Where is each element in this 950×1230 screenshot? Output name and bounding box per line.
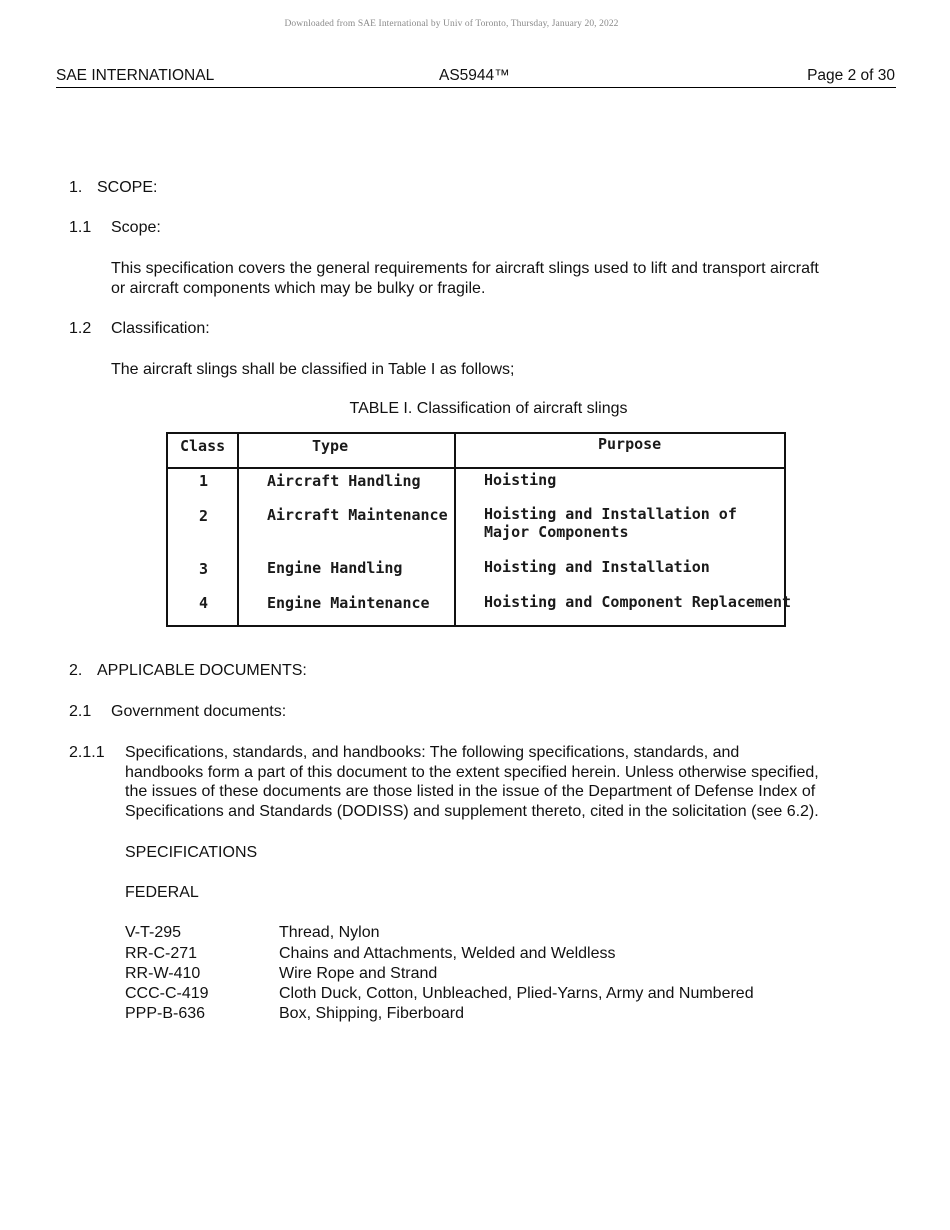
table-cell-type: Engine Maintenance <box>267 594 430 612</box>
table-column-divider <box>237 434 239 625</box>
spec-description: Box, Shipping, Fiberboard <box>279 1005 464 1022</box>
section-2-1-number: 2.1 <box>69 703 92 720</box>
specifications-heading: SPECIFICATIONS <box>125 844 258 861</box>
header-page-number: Page 2 of 30 <box>807 67 895 84</box>
scope-paragraph-line-1: This specification covers the general requirements for aircraft slings used to lift and transport aircraft <box>111 260 819 277</box>
section-2-1-1-line-3: the issues of these documents are those listed in the issue of the Department of Defense Index of <box>125 783 816 800</box>
spec-code: CCC-C-419 <box>125 985 209 1002</box>
table-header-type: Type <box>312 437 349 455</box>
section-1-1-number: 1.1 <box>69 219 92 236</box>
section-2-1-title: Government documents: <box>111 703 287 720</box>
section-2-1-1-line-4: Specifications and Standards (DODISS) and supplement thereto, cited in the solicitation (see 6.2). <box>125 803 819 820</box>
section-2-1-1-line-2: handbooks form a part of this document to the extent specified herein. Unless otherwise specified, <box>125 764 819 781</box>
table-cell-type: Aircraft Handling <box>267 472 421 490</box>
table-cell-purpose-continued: Major Components <box>484 523 629 541</box>
section-1-2-number: 1.2 <box>69 320 92 337</box>
table-cell-purpose: Hoisting and Installation of <box>484 505 737 523</box>
table-cell-class: 1 <box>199 472 209 490</box>
section-1-number: 1. <box>69 179 83 196</box>
federal-heading: FEDERAL <box>125 884 199 901</box>
table-header-rule <box>168 467 784 469</box>
table-header-purpose: Purpose <box>598 435 662 453</box>
header-rule <box>56 87 896 88</box>
table-header-class: Class <box>180 437 226 455</box>
section-1-2-title: Classification: <box>111 320 210 337</box>
spec-code: V-T-295 <box>125 924 182 941</box>
spec-code: RR-W-410 <box>125 965 201 982</box>
spec-code: PPP-B-636 <box>125 1005 206 1022</box>
table-cell-class: 2 <box>199 507 209 525</box>
spec-code: RR-C-271 <box>125 945 198 962</box>
section-2-number: 2. <box>69 662 83 679</box>
header-organization: SAE INTERNATIONAL <box>56 67 215 84</box>
section-1-1-title: Scope: <box>111 219 161 236</box>
table-column-divider <box>454 434 456 625</box>
section-2-1-1-number: 2.1.1 <box>69 744 105 761</box>
table-cell-type: Aircraft Maintenance <box>267 506 448 524</box>
download-watermark: Downloaded from SAE International by Univ of Toronto, Thursday, January 20, 2022 <box>284 19 619 29</box>
table-cell-purpose: Hoisting and Installation <box>484 558 710 576</box>
classification-paragraph: The aircraft slings shall be classified in Table I as follows; <box>111 361 515 378</box>
spec-description: Wire Rope and Strand <box>279 965 438 982</box>
table-cell-class: 3 <box>199 560 209 578</box>
spec-description: Chains and Attachments, Welded and Weldless <box>279 945 616 962</box>
classification-table <box>166 432 792 627</box>
federal-specifications-list <box>125 923 825 1033</box>
table-cell-type: Engine Handling <box>267 559 403 577</box>
spec-description: Thread, Nylon <box>279 924 380 941</box>
table-cell-purpose: Hoisting <box>484 471 557 489</box>
table-cell-purpose: Hoisting and Component Replacement <box>484 593 792 611</box>
scope-paragraph-line-2: or aircraft components which may be bulky or fragile. <box>111 280 486 297</box>
section-2-1-1-line-1: Specifications, standards, and handbooks: The following specifications, standards, and <box>125 744 740 761</box>
header-document-number: AS5944™ <box>439 67 510 84</box>
table-caption: TABLE I. Classification of aircraft slings <box>349 400 628 417</box>
table-cell-class: 4 <box>199 594 209 612</box>
section-1-title: SCOPE: <box>97 179 158 196</box>
spec-description: Cloth Duck, Cotton, Unbleached, Plied-Yarns, Army and Numbered <box>279 985 754 1002</box>
section-2-title: APPLICABLE DOCUMENTS: <box>97 662 307 679</box>
